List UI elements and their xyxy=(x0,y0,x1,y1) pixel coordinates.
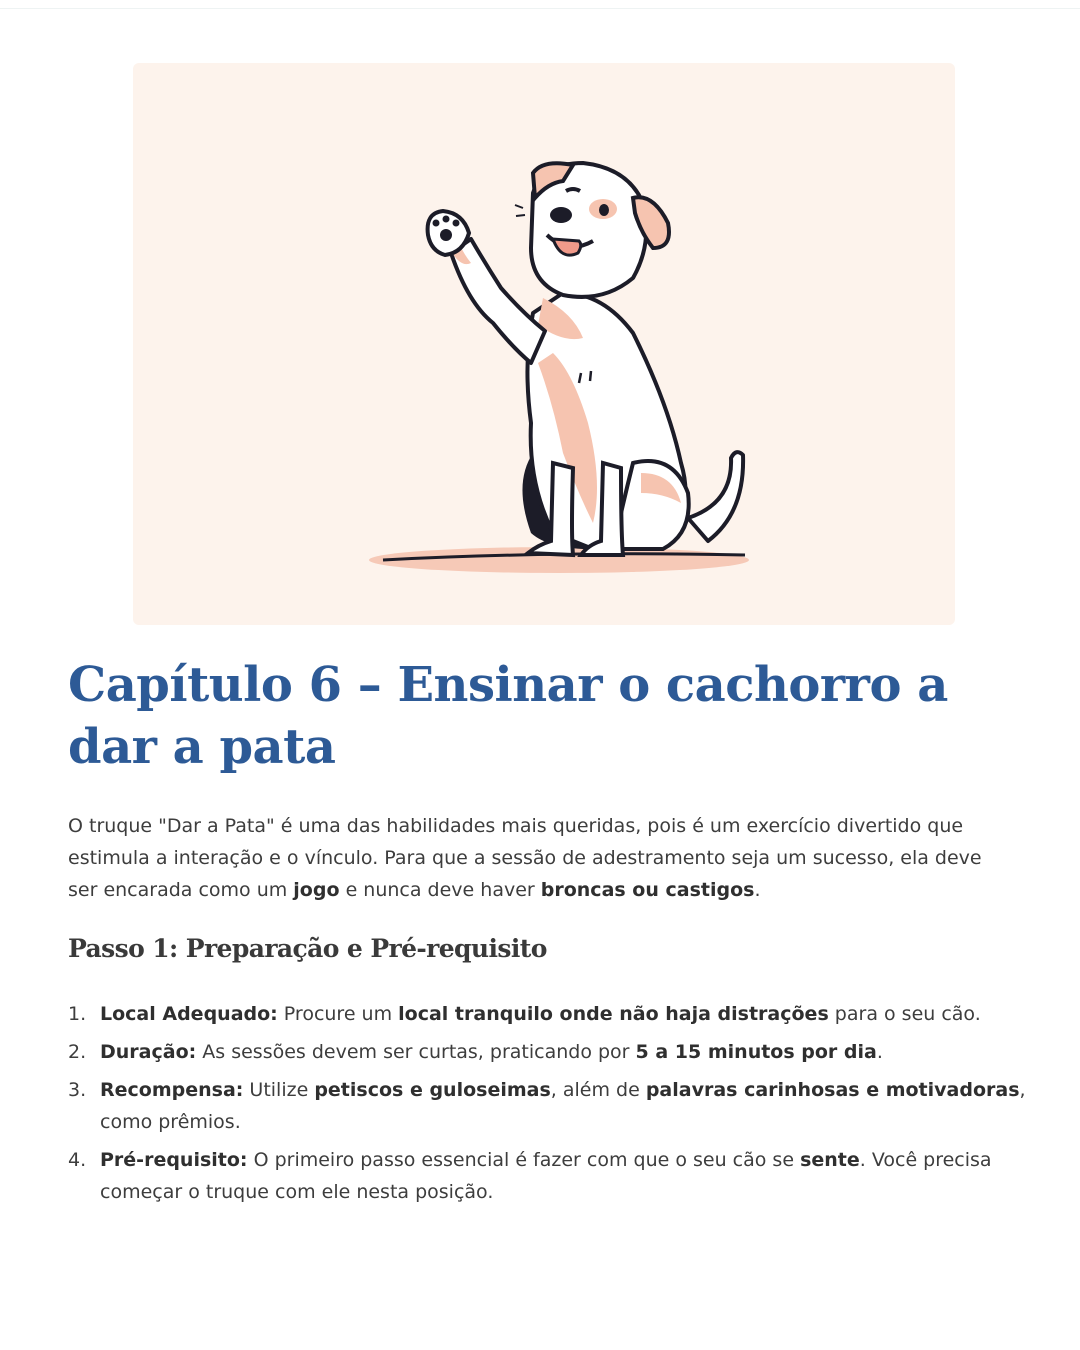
item-text: As sessões devem ser curtas, praticando por xyxy=(196,1041,636,1063)
dog-illustration-drawing xyxy=(133,63,955,625)
chapter-title: Capítulo 6 – Ensinar o cachorro a dar a pata xyxy=(68,657,948,775)
intro-paragraph xyxy=(68,810,1008,906)
item-bold: local tranquilo onde não haja distrações xyxy=(398,1003,829,1025)
intro-bold-scolding: broncas ou castigos xyxy=(540,879,755,901)
intro-text-2: e nunca deve haver xyxy=(339,879,541,901)
item-label: Recompensa: xyxy=(100,1079,244,1101)
list-item-location xyxy=(68,998,1028,1030)
item-label: Duração: xyxy=(100,1041,197,1063)
step-1-heading: Passo 1: Preparação e Pré-requisito xyxy=(68,934,547,963)
top-divider xyxy=(0,0,1080,9)
item-text: . Você precisa começar o truque com ele nesta posição. xyxy=(100,1149,992,1203)
item-text: , além de xyxy=(550,1079,646,1101)
item-text: , como prêmios. xyxy=(100,1079,1026,1133)
list-item-duration xyxy=(68,1036,1028,1068)
dog-giving-paw-illustration xyxy=(133,63,955,625)
list-number: 2. xyxy=(68,1041,87,1063)
list-number: 4. xyxy=(68,1149,87,1171)
list-item-reward xyxy=(68,1074,1028,1138)
item-bold: palavras carinhosas e motivadoras xyxy=(645,1079,1020,1101)
list-number: 3. xyxy=(68,1079,87,1101)
item-text: Procure um xyxy=(277,1003,399,1025)
intro-text-1: O truque "Dar a Pata" é uma das habilidades mais queridas, pois é um exercício divertido que estimula a interação e o vínculo. Para que a sessão de adestramento seja um sucesso, ela deve ser encarada como um xyxy=(68,815,982,901)
item-text: O primeiro passo essencial é fazer com que o seu cão se xyxy=(247,1149,801,1171)
item-label: Local Adequado: xyxy=(100,1003,278,1025)
item-text: Utilize xyxy=(243,1079,315,1101)
item-label: Pré-requisito: xyxy=(100,1149,248,1171)
list-item-prerequisite xyxy=(68,1144,1028,1208)
item-bold: 5 a 15 minutos por dia xyxy=(635,1041,877,1063)
item-bold: sente xyxy=(800,1149,860,1171)
list-number: 1. xyxy=(68,1003,87,1025)
step-1-list xyxy=(68,998,1028,1214)
item-text: . xyxy=(876,1041,883,1063)
item-bold: petiscos e guloseimas xyxy=(314,1079,551,1101)
intro-bold-game: jogo xyxy=(293,879,340,901)
intro-text-3: . xyxy=(754,879,761,901)
item-text: para o seu cão. xyxy=(828,1003,981,1025)
